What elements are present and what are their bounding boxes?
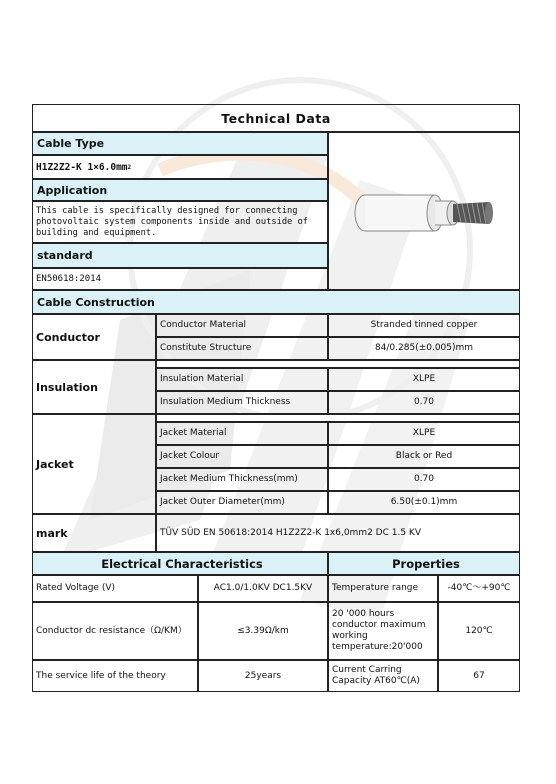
jacket-diameter-value: 6.50(±0.1)mm <box>328 491 520 514</box>
max-working-temp-value: 120℃ <box>438 602 520 660</box>
current-capacity-label: Current Carring Capacity AT60℃(A) <box>328 660 438 692</box>
cable-model <box>32 155 328 179</box>
service-life-value: 25years <box>198 660 328 692</box>
current-capacity-value: 67 <box>438 660 520 692</box>
constitute-structure-label: Constitute Structure <box>156 337 328 360</box>
service-life-label: The service life of the theory <box>32 660 198 692</box>
cable-construction-header: Cable Construction <box>32 290 520 314</box>
jacket-thickness-value: 0.70 <box>328 468 520 491</box>
insulation-thickness-label: Insulation Medium Thickness <box>156 391 328 414</box>
spacer-row <box>156 360 520 368</box>
temperature-range-label: Temperature range <box>328 575 438 602</box>
dc-resistance-value: ≤3.39Ω/km <box>198 602 328 660</box>
application-text: This cable is specifically designed for connecting photovoltaic system components inside and outside of building and equipment. <box>32 201 328 243</box>
jacket-diameter-label: Jacket Outer Diameter(mm) <box>156 491 328 514</box>
insulation-label: Insulation <box>32 360 156 414</box>
conductor-material-label: Conductor Material <box>156 314 328 337</box>
cable-illustration <box>349 181 499 241</box>
jacket-material-label: Jacket Material <box>156 422 328 445</box>
jacket-thickness-label: Jacket Medium Thickness(mm) <box>156 468 328 491</box>
temperature-range-value: -40℃～+90℃ <box>438 575 520 602</box>
rated-voltage-value: AC1.0/1.0KV DC1.5KV <box>198 575 328 602</box>
electrical-header: Electrical Characteristics <box>32 552 328 575</box>
properties-header: Properties <box>328 552 520 575</box>
conductor-label: Conductor <box>32 314 156 360</box>
standard-value: EN50618:2014 <box>32 268 328 290</box>
rated-voltage-label: Rated Voltage (V) <box>32 575 198 602</box>
constitute-structure-value: 84/0.285(±0.005)mm <box>328 337 520 360</box>
application-header: Application <box>32 179 328 201</box>
insulation-material-label: Insulation Material <box>156 368 328 391</box>
cable-model-sup: 2 <box>127 163 132 171</box>
dc-resistance-label: Conductor dc resistance（Ω/KM） <box>32 602 198 660</box>
jacket-material-value: XLPE <box>328 422 520 445</box>
cable-type-header: Cable Type <box>32 132 328 155</box>
sheet-title: Technical Data <box>32 104 520 132</box>
max-working-temp-label: 20 '000 hours conductor maximum working temperature:20'000 <box>328 602 438 660</box>
technical-data-sheet <box>32 104 520 692</box>
cable-image-cell <box>328 132 520 290</box>
insulation-thickness-value: 0.70 <box>328 391 520 414</box>
jacket-label: Jacket <box>32 414 156 514</box>
spacer-row <box>156 414 520 422</box>
jacket-colour-label: Jacket Colour <box>156 445 328 468</box>
insulation-material-value: XLPE <box>328 368 520 391</box>
jacket-colour-value: Black or Red <box>328 445 520 468</box>
mark-label: mark <box>32 514 156 552</box>
cable-model-text: H1Z2Z2-K 1×6.0mm <box>36 161 128 173</box>
standard-header: standard <box>32 243 328 268</box>
conductor-material-value: Stranded tinned copper <box>328 314 520 337</box>
mark-value: TÜV SÜD EN 50618:2014 H1Z2Z2-K 1x6,0mm2 DC 1.5 KV <box>156 514 520 552</box>
